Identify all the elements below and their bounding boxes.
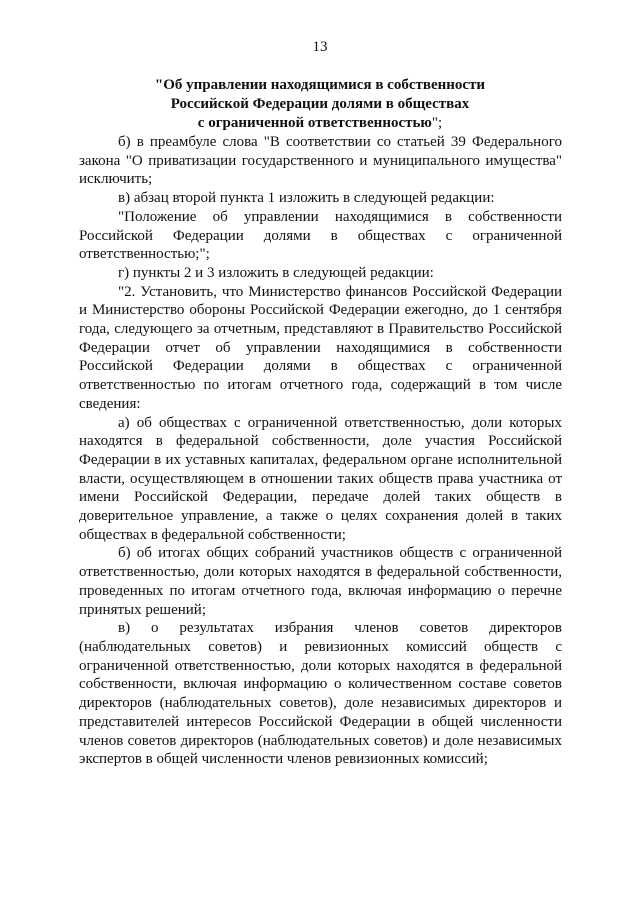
document-heading: [80, 76, 560, 133]
paragraph-g-punkty: г) пункты 2 и 3 изложить в следующей редакции:: [118, 264, 434, 281]
paragraph-v-abzac: в) абзац второй пункта 1 изложить в следующей редакции:: [118, 190, 495, 207]
heading-line-1: "Об управлении находящимися в собственности: [154, 77, 486, 93]
heading-line-3-bold: с ограниченной ответственностью: [197, 115, 432, 131]
paragraph-2-ustanovit: "2. Установить, что Министерство финансов Российской Федерации и Министерство обороны Российской Федерации ежегодно, до 1 сентября года, следующего за отчетным, представляют в Правительство Российской Федерации отчет об управлении находящимися в собственности Российской Федерации долями в обществах с ограниченной ответственностью по итогам отчетного года, содержащий в том числе сведения:: [79, 283, 562, 412]
paragraph-v-o-rezultatakh: в) о результатах избрания членов советов директоров (наблюдательных советов) и ревизионных комиссий обществ с ограниченной ответственностью, доли которых находятся в федеральной собственности, включая информацию о количественном составе советов директоров (наблюдательных советов), доле независимых директоров и представителей интересов Российской Федерации в общей численности членов советов директоров (наблюдательных советов) и доле независимых экспертов в общей численности членов ревизионных комиссий;: [79, 620, 562, 768]
paragraph-polozhenie: "Положение об управлении находящимися в собственности Российской Федерации долями в обществах с ограниченной ответственностью;";: [79, 208, 562, 263]
page-number: 13: [312, 39, 328, 55]
paragraph-b-ob-itogakh: б) об итогах общих собраний участников обществ с ограниченной ответственностью, доли которых находятся в федеральной собственности, проведенных по итогам отчетного года, включая информацию о перечне принятых решений;: [79, 545, 562, 618]
document-body: [79, 133, 562, 769]
heading-line-3-tail: ";: [431, 115, 443, 131]
heading-line-3: [80, 114, 560, 133]
heading-line-2: Российской Федерации долями в обществах: [170, 96, 470, 112]
paragraph-a-ob-obshchestvakh: а) об обществах с ограниченной ответственностью, доли которых находятся в федеральной собственности, доле участия Российской Федерации в их уставных капиталах, федеральном органе исполнительной власти, осуществляющем в отношении таких обществ права участника от имени Российской Федерации, передаче долей таких обществ в доверительное управление, а также о целях сохранения долей в таких обществах в федеральной собственности;: [79, 414, 562, 543]
paragraph-b-preamble: б) в преамбуле слова "В соответствии со статьей 39 Федерального закона "О приватизации государственного и муниципального имущества" исключить;: [79, 134, 562, 188]
